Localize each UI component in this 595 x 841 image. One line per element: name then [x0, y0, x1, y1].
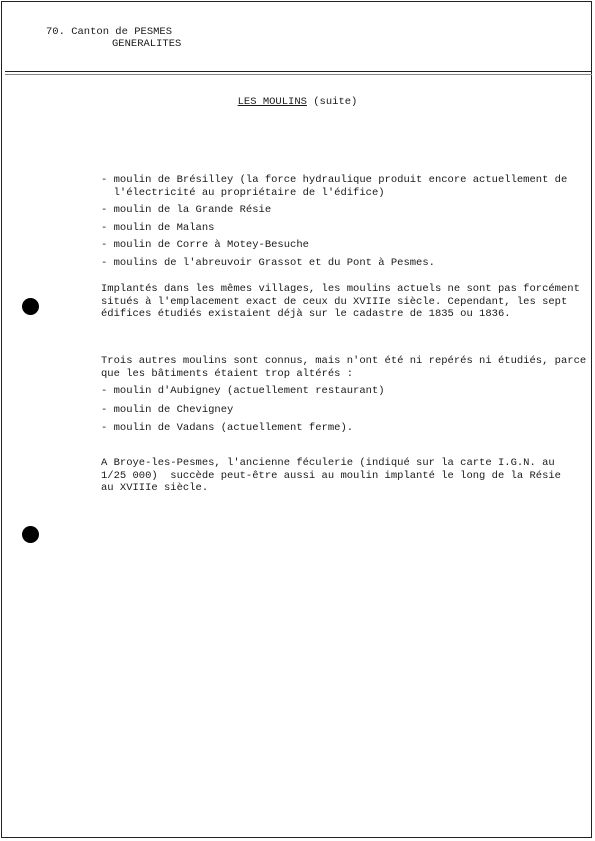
title-suffix: (suite)	[306, 96, 358, 108]
list-item: - moulin de Chevigney	[101, 403, 234, 416]
binder-hole-bottom	[22, 526, 39, 543]
other-mill-list	[101, 385, 556, 435]
title-main: LES MOULINS	[237, 96, 307, 108]
list-item: - moulin de Brésilley (la force hydraulique produit encore actuellement de l'électricité au propriétaire de l'édifice)	[101, 174, 568, 199]
list-item: - moulin de Vadans (actuellement ferme).	[101, 422, 354, 434]
list-item: - moulins de l'abreuvoir Grassot et du Pont à Pesmes.	[101, 256, 435, 269]
page-title	[0, 96, 595, 109]
header-rule	[5, 71, 592, 72]
list-item: - moulin d'Aubigney (actuellement restaurant)	[101, 385, 385, 397]
paragraph-implantation: Implantés dans les mêmes villages, les moulins actuels ne sont pas forcément situés à l'emplacement exact de ceux du XVIIIe siècle. Cependant, les sept édifices étudiés existaient déjà sur le cadastre de 1835 ou 1836.	[101, 283, 580, 320]
paragraph-feculerie: A Broye-les-Pesmes, l'ancienne féculerie (indiqué sur la carte I.G.N. au 1/25 000) succède peut-être aussi au moulin implanté le long de la Résie au XVIIIe siècle.	[101, 457, 561, 494]
header-canton: 70. Canton de PESMES	[46, 26, 173, 38]
list-item: - moulin de la Grande Résie	[101, 204, 272, 216]
header-rule-shadow	[5, 74, 592, 75]
header-section: GENERALITES	[112, 38, 182, 50]
list-item: - moulin de Malans	[101, 221, 215, 234]
list-item: - moulin de Corre à Motey-Besuche	[101, 239, 309, 251]
paragraph-other-mills: Trois autres moulins sont connus, mais n'ont été ni repérés ni étudiés, parce que les bâtiments étaient trop altérés :	[101, 355, 587, 380]
mill-list	[101, 174, 568, 269]
binder-hole-top	[22, 298, 39, 315]
